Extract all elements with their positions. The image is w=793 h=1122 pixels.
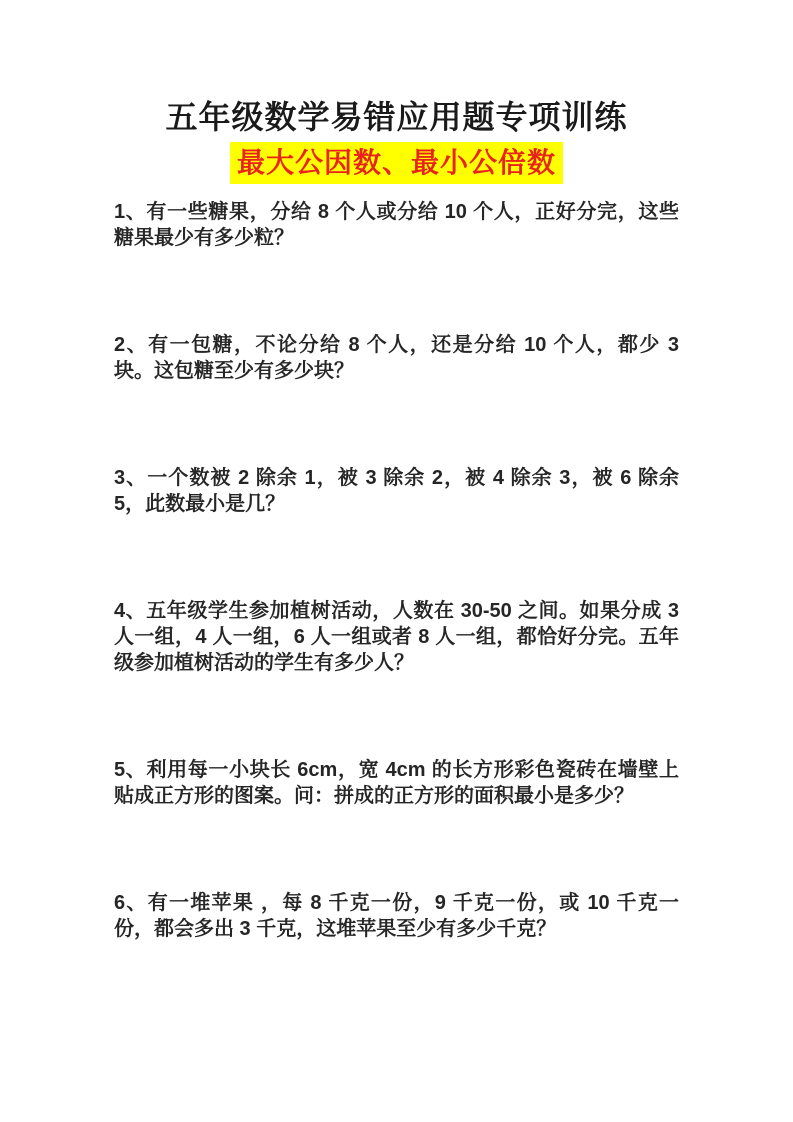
problem-item-6: 6、有一堆苹果 ，每 8 千克一份，9 千克一份，或 10 千克一份，都会多出 3 千克，这堆苹果至少有多少千克？ bbox=[114, 892, 679, 940]
problem-item-3: 3、一个数被 2 除余 1，被 3 除余 2，被 4 除余 3，被 6 除余 5，此数最小是几？ bbox=[114, 467, 679, 515]
problem-item-5: 5、利用每一小块长 6cm，宽 4cm 的长方形彩色瓷砖在墙壁上贴成正方形的图案。问：拼成的正方形的面积最小是多少？ bbox=[114, 759, 679, 807]
problem-item-4: 4、五年级学生参加植树活动，人数在 30-50 之间。如果分成 3 人一组，4 人一组，6 人一组或者 8 人一组，都恰好分完。五年级参加植树活动的学生有多少人？ bbox=[114, 600, 679, 674]
subtitle-row bbox=[0, 142, 793, 184]
page-title: 五年级数学易错应用题专项训练 bbox=[165, 99, 628, 135]
problem-item-1: 1、有一些糖果，分给 8 个人或分给 10 个人，正好分完，这些糖果最少有多少粒？ bbox=[114, 201, 679, 249]
problem-list bbox=[114, 199, 679, 942]
problem-item-2: 2、有一包糖，不论分给 8 个人，还是分给 10 个人，都少 3 块。这包糖至少有多少块？ bbox=[114, 334, 679, 382]
subtitle-highlighted-text: 最大公因数、最小公倍数 bbox=[230, 142, 563, 184]
